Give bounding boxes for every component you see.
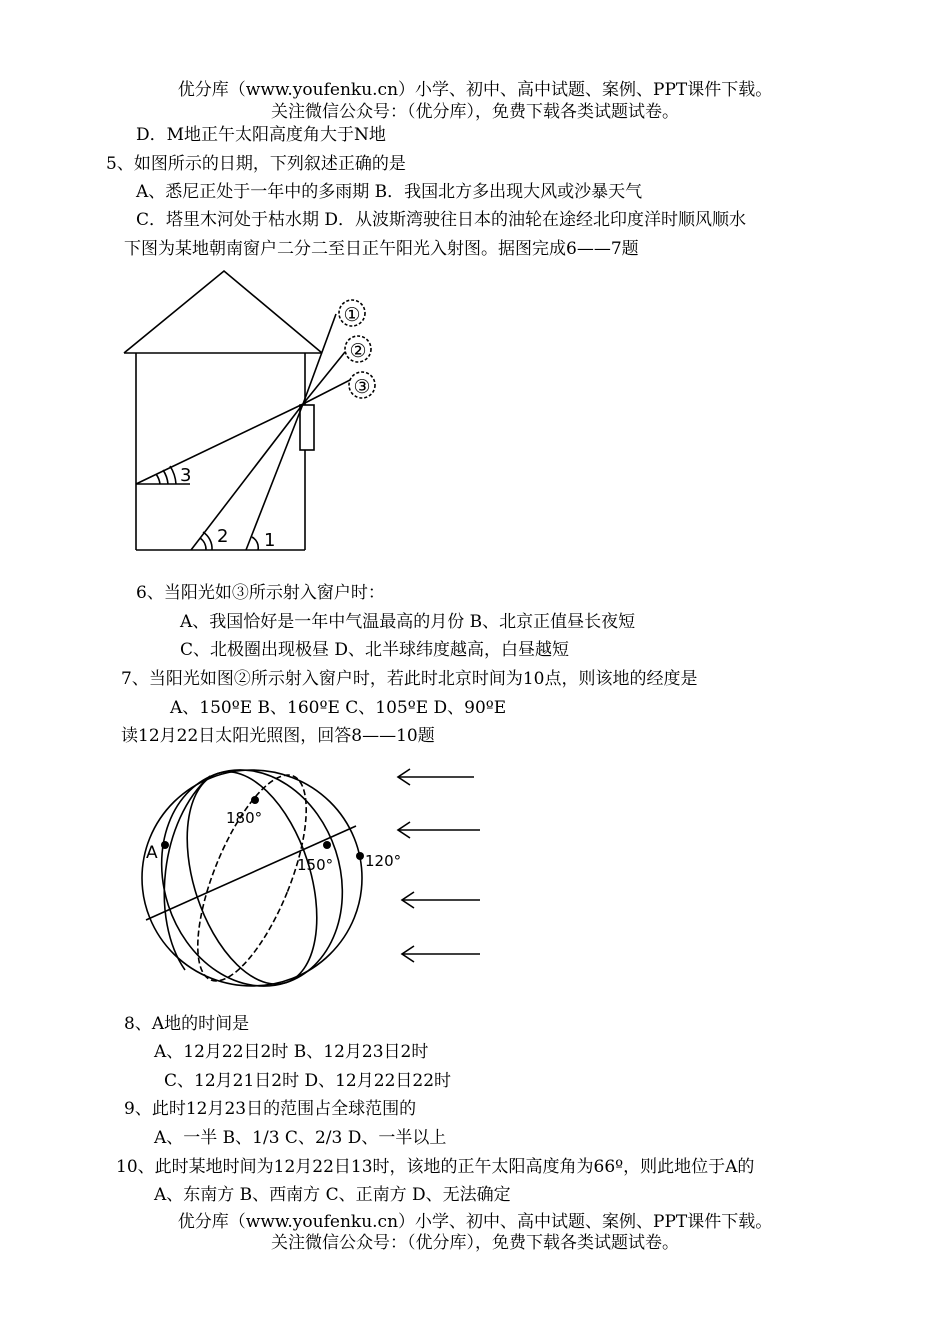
q8-options-line1: A、12月22日2时 B、12月23日2时	[154, 1042, 429, 1062]
q4-option-d: D．M地正午太阳高度角大于N地	[136, 125, 386, 145]
q9-options: A、一半 B、1/3 C、2/3 D、一半以上	[154, 1128, 447, 1148]
header-line-1: 优分库（www.youfenku.cn）小学、初中、高中试题、案例、PPT课件下载。	[177, 80, 773, 100]
q7-options: A、150ºE B、160ºE C、105ºE D、90ºE	[170, 698, 507, 718]
q8-stem: 8、A地的时间是	[124, 1014, 250, 1034]
intro-6-7: 下图为某地朝南窗户二分二至日正午阳光入射图。据图完成6——7题	[124, 239, 639, 259]
meridian-label-120: 120°	[365, 852, 402, 870]
point-180-dot	[251, 796, 259, 804]
q10-stem: 10、此时某地时间为12月22日13时，该地的正午太阳高度角为66º，则此地位于A的	[116, 1157, 755, 1177]
point-a-label: A	[146, 843, 158, 863]
angle-label-1: 1	[264, 530, 276, 551]
q5-options-line2: C．塔里木河处于枯水期 D．从波斯湾驶往日本的油轮在途经北印度洋时顺风顺水	[136, 210, 747, 230]
ray-label-2: ②	[349, 340, 367, 362]
footer-line-2: 关注微信公众号：（优分库），免费下载各类试题试卷。	[271, 1233, 679, 1253]
q6-options-line1: A、我国恰好是一年中气温最高的月份 B、北京正值昼长夜短	[180, 612, 636, 632]
angle-label-2: 2	[217, 526, 229, 547]
angle-label-3: 3	[180, 465, 192, 486]
header-line-2: 关注微信公众号：（优分库），免费下载各类试题试卷。	[271, 102, 679, 122]
meridian-150	[134, 746, 369, 1010]
meridian-label-180: 180°	[226, 809, 263, 827]
terminator	[176, 762, 329, 994]
meridian-180	[163, 755, 341, 1000]
q6-stem: 6、当阳光如③所示射入窗户时：	[136, 583, 385, 603]
sun-rays	[398, 769, 480, 962]
q6-options-line2: C、北极圈出现极昼 D、北半球纬度越高，白昼越短	[180, 640, 570, 660]
q7-stem: 7、当阳光如图②所示射入窗户时，若此时北京时间为10点，则该地的经度是	[121, 669, 698, 689]
point-150-dot	[323, 841, 331, 849]
ray-label-3: ③	[353, 376, 371, 398]
q8-options-line2: C、12月21日2时 D、12月22日22时	[164, 1071, 452, 1091]
point-a-dot	[161, 841, 169, 849]
q10-options: A、东南方 B、西南方 C、正南方 D、无法确定	[154, 1185, 511, 1205]
q9-stem: 9、此时12月23日的范围占全球范围的	[124, 1099, 417, 1119]
q5-stem: 5、如图所示的日期，下列叙述正确的是	[106, 154, 406, 174]
ray-label-1: ①	[343, 304, 361, 326]
intro-8-10: 读12月22日太阳光照图，回答8——10题	[121, 726, 435, 746]
meridian-label-150: 150°	[297, 856, 334, 874]
point-120-dot	[356, 852, 364, 860]
q5-options-line1: A、悉尼正处于一年中的多雨期 B．我国北方多出现大风或沙暴天气	[136, 182, 643, 202]
footer-line-1: 优分库（www.youfenku.cn）小学、初中、高中试题、案例、PPT课件下载。	[177, 1212, 773, 1232]
